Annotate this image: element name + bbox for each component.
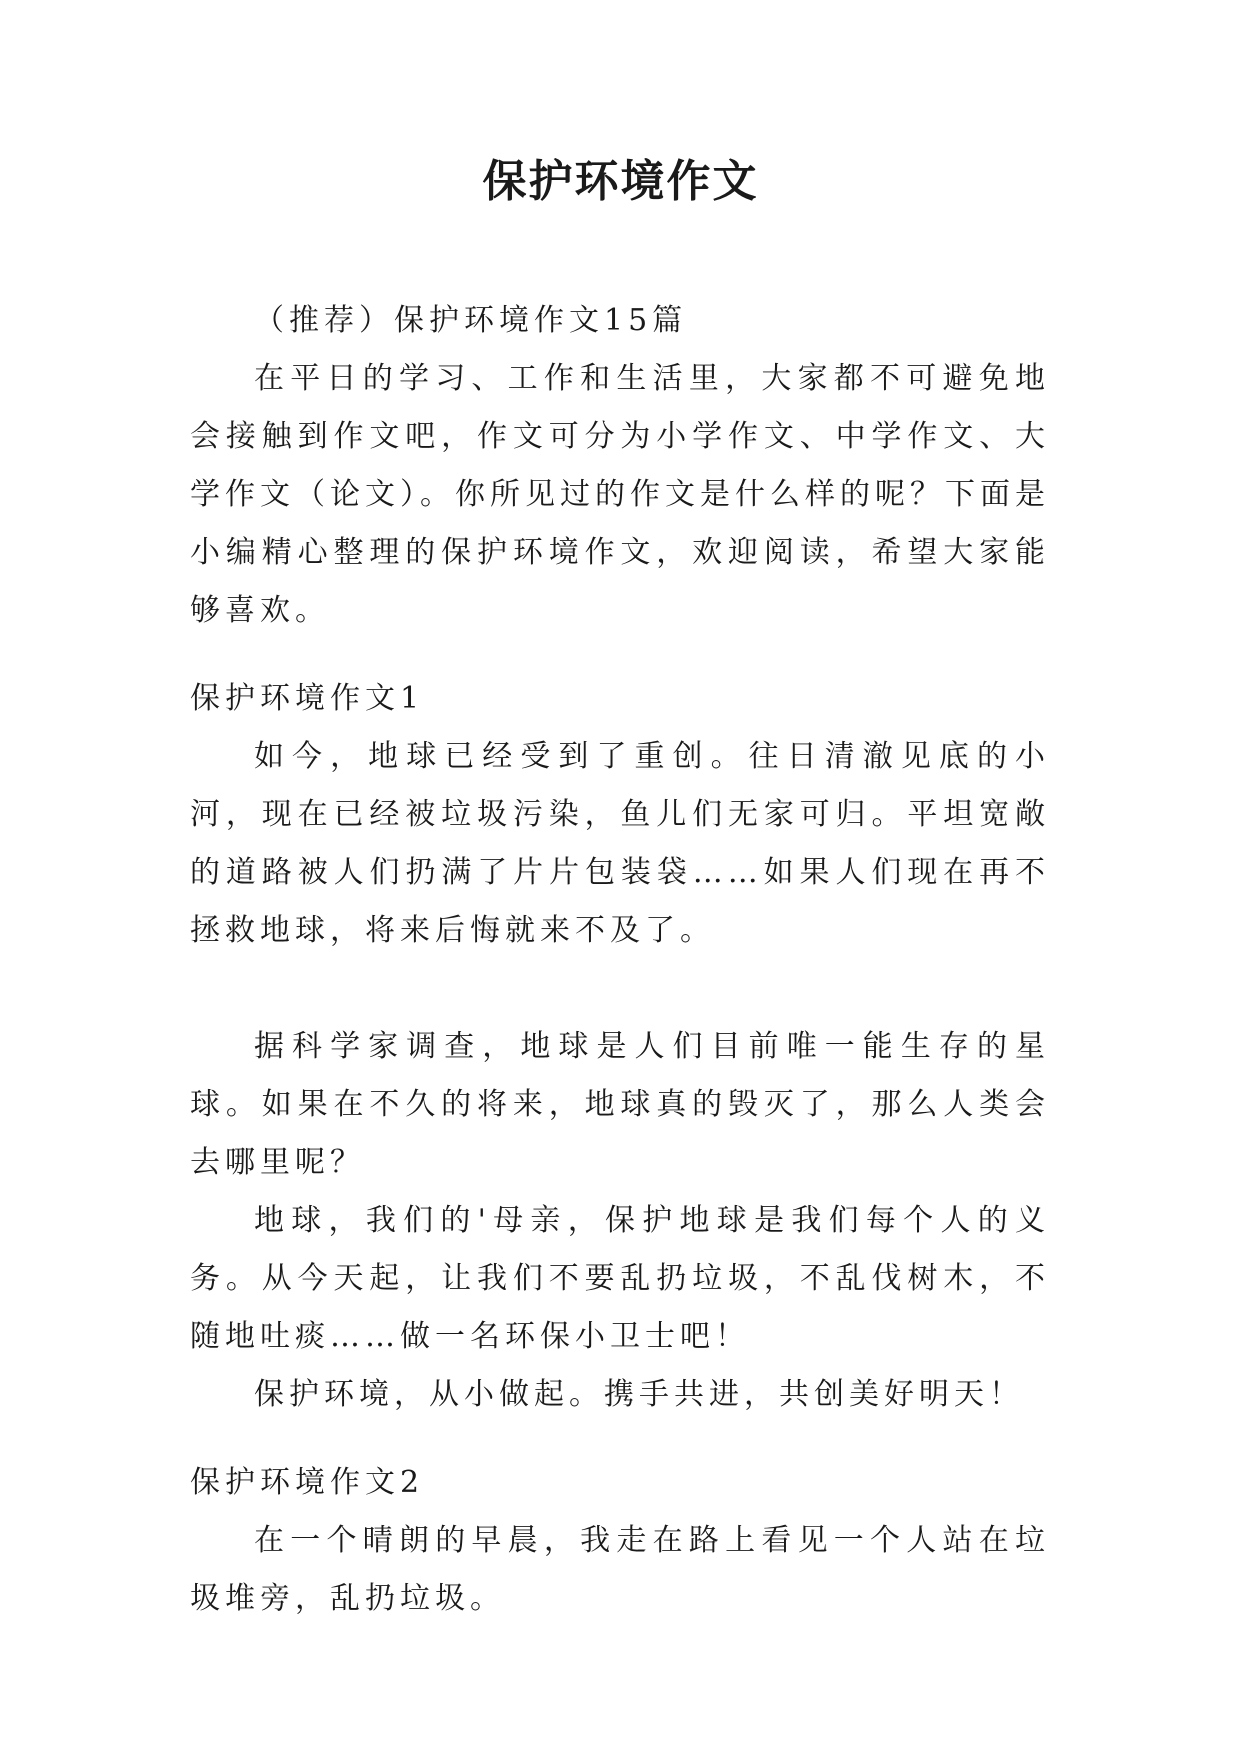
essay-1-paragraph-3: 地球，我们的'母亲，保护地球是我们每个人的义务。从今天起，让我们不要乱扔垃圾，不乱伐树木，不随地吐痰……做一名环保小卫士吧！: [190, 1203, 1050, 1354]
essay-1-paragraph-1: 如今，地球已经受到了重创。往日清澈见底的小河，现在已经被垃圾污染，鱼儿们无家可归。平坦宽敞的道路被人们扔满了片片包装袋……如果人们现在再不拯救地球，将来后悔就来不及了。: [190, 739, 1050, 948]
intro-paragraph: 在平日的学习、工作和生活里，大家都不可避免地会接触到作文吧，作文可分为小学作文、中学作文、大学作文（论文）。你所见过的作文是什么样的呢？下面是小编精心整理的保护环境作文，欢迎阅读，希望大家能够喜欢。: [190, 361, 1050, 628]
section-spacer: [190, 640, 1050, 670]
essay-1-paragraph-2: 据科学家调查，地球是人们目前唯一能生存的星球。如果在不久的将来，地球真的毁灭了，那么人类会去哪里呢？: [190, 1029, 1050, 1180]
intro-subtitle: （推荐）保护环境作文15篇: [254, 303, 688, 338]
essay-2-paragraph-1: 在一个晴朗的早晨，我走在路上看见一个人站在垃圾堆旁，乱扔垃圾。: [190, 1523, 1050, 1616]
document-title: 保护环境作文: [482, 156, 759, 207]
document-body: [190, 292, 1050, 1628]
essay-1-heading: 保护环境作文1: [190, 681, 425, 716]
essay-2-heading: 保护环境作文2: [190, 1465, 425, 1500]
section-spacer: [190, 1424, 1050, 1454]
essay-1-paragraph-4: 保护环境，从小做起。携手共进，共创美好明天！: [254, 1377, 1024, 1412]
paragraph-spacer: [190, 960, 1050, 1018]
